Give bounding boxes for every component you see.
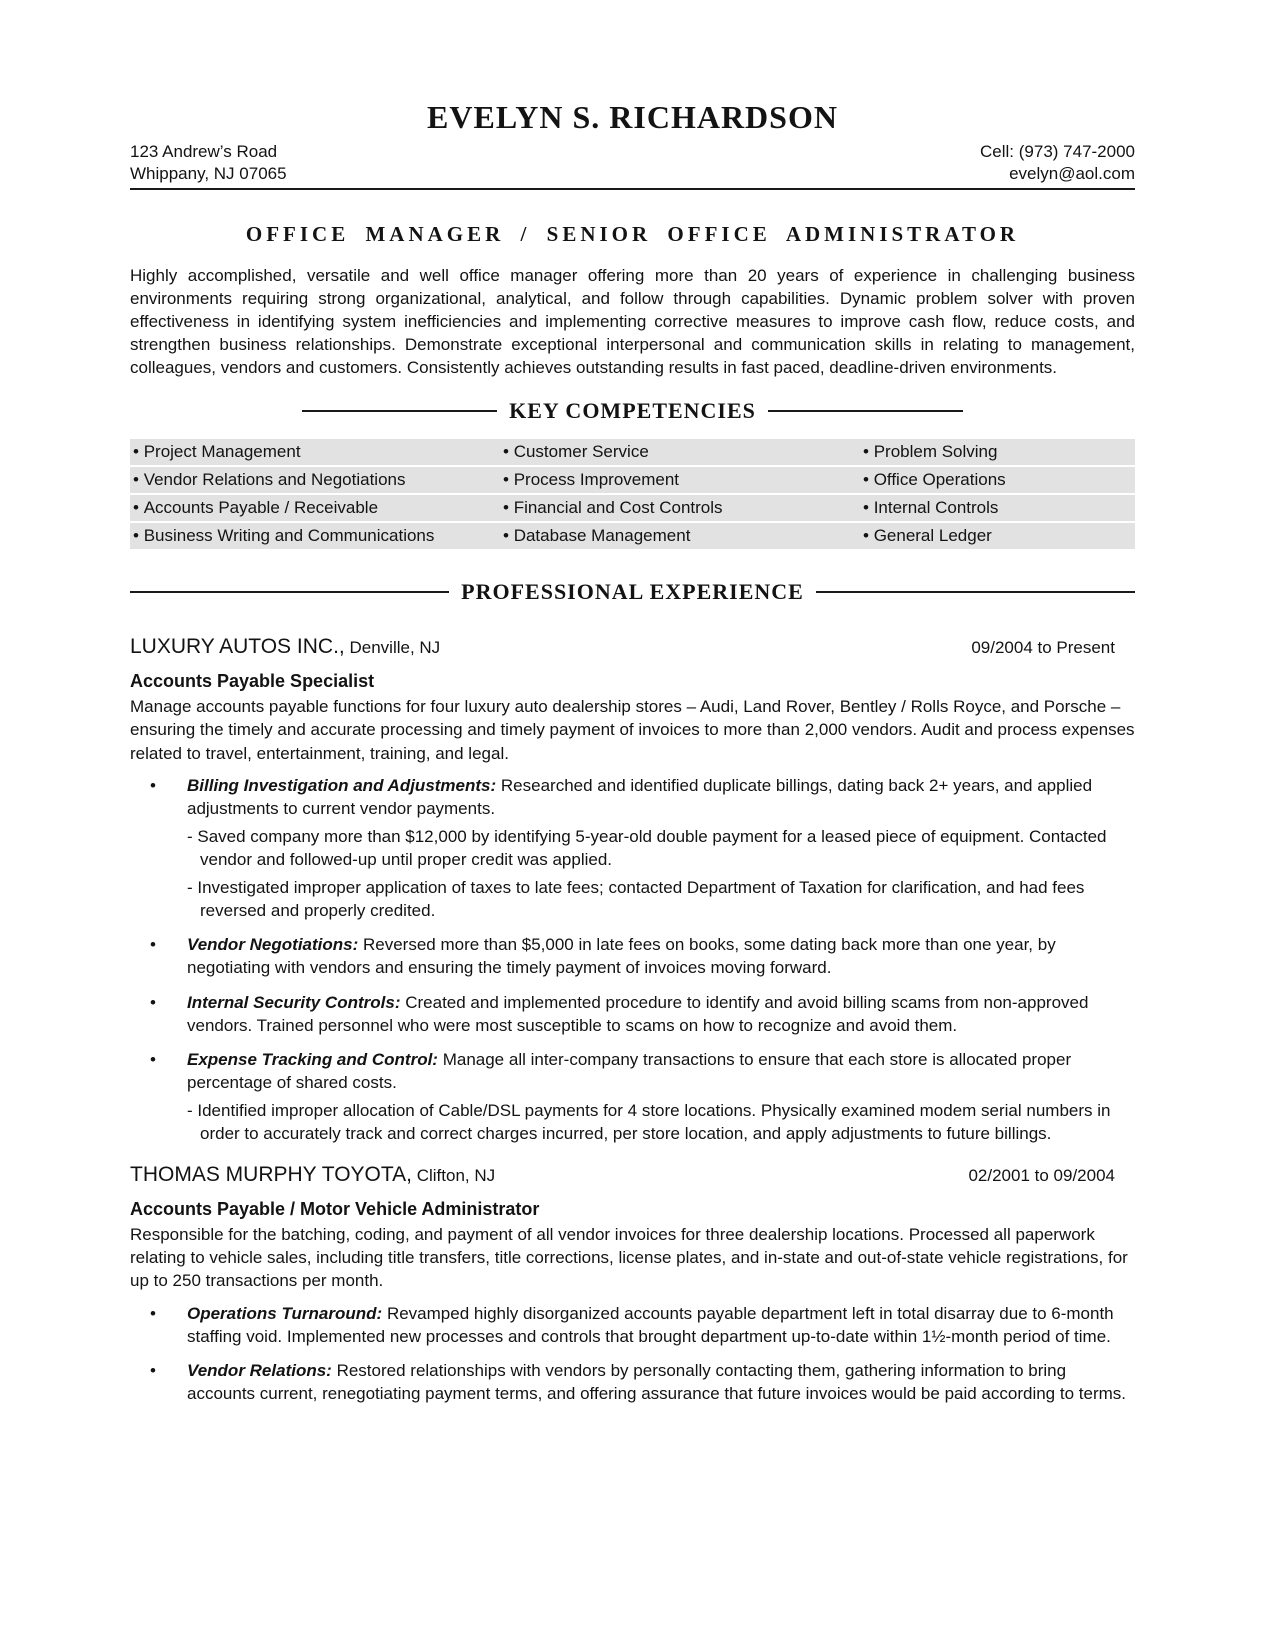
job-bullet: [187, 933, 1135, 979]
key-competencies-heading: KEY COMPETENCIES: [130, 396, 1135, 426]
job-entry-thomas-murphy-toyota: [130, 1161, 1135, 1405]
bullet-lead: Expense Tracking and Control:: [187, 1049, 438, 1069]
employment-dates: 02/2001 to 09/2004: [968, 1166, 1115, 1186]
bullet-lead: Vendor Relations:: [187, 1360, 332, 1380]
heading-rule-right: [816, 591, 1135, 593]
competency-item: • Database Management: [503, 524, 863, 547]
company-location: Denville, NJ: [349, 638, 441, 658]
competency-item: • Customer Service: [503, 440, 863, 463]
bullet-text: Created and implemented procedure to identify and avoid billing scams from non-approved vendors. Trained personnel who were most susceptible to scams on how to recognize and avoid them.: [187, 992, 1089, 1035]
company-name: THOMAS MURPHY TOYOTA,: [130, 1163, 412, 1187]
bullet-text: Restored relationships with vendors by personally contacting them, gathering information to bring accounts current, renegotiating payment terms, and offering assurance that future invoices would be paid according to terms.: [187, 1360, 1126, 1403]
job-header: [130, 1161, 1135, 1190]
header-divider: [130, 188, 1135, 190]
competency-item: • Internal Controls: [863, 496, 1135, 519]
address-line-1: 123 Andrew’s Road: [130, 142, 278, 162]
competency-row: [130, 467, 1135, 493]
bullet-lead: Billing Investigation and Adjustments:: [187, 775, 497, 795]
key-competencies-table: [130, 439, 1135, 549]
resume-title: OFFICE MANAGER / SENIOR OFFICE ADMINISTRATOR: [245, 222, 1020, 246]
bullet-sub-item: - Identified improper allocation of Cable/DSL payments for 4 store locations. Physically examined modem serial numbers in order to accurately track and correct charges incurred, per store location, and apply adjustments to future billings.: [187, 1101, 1111, 1144]
heading-rule-left: [302, 410, 497, 412]
competency-row: [130, 495, 1135, 521]
job-bullet-list: [130, 774, 1135, 1146]
bullet-text: Revamped highly disorganized accounts payable department left in total disarray due to 6-month staffing void. Implemented new processes and controls that brought department up-to-date within 1½-month period of time.: [187, 1303, 1114, 1346]
person-name: EVELYN S. RICHARDSON: [427, 99, 838, 135]
job-bullet: [187, 1359, 1135, 1405]
professional-experience-heading: PROFESSIONAL EXPERIENCE: [130, 577, 1135, 607]
heading-rule-left: [130, 591, 449, 593]
heading-rule-right: [768, 410, 963, 412]
bullet-text: Reversed more than $5,000 in late fees on books, some dating back more than one year, by negotiating with vendors and ensuring the timely payment of invoices moving forward.: [187, 935, 1056, 978]
job-bullet-list: [130, 1302, 1135, 1405]
competency-item: • Business Writing and Communications: [133, 524, 503, 547]
bullet-lead: Operations Turnaround:: [187, 1303, 383, 1323]
company-line: [130, 1161, 495, 1190]
cell-phone: Cell: (973) 747-2000: [980, 142, 1135, 162]
bullet-text: Researched and identified duplicate billings, dating back 2+ years, and applied adjustments to current vendor payments.: [187, 775, 1093, 818]
email-address: evelyn@aol.com: [1009, 163, 1135, 183]
competency-item: • Accounts Payable / Receivable: [133, 496, 503, 519]
company-name: LUXURY AUTOS INC.,: [130, 635, 345, 659]
contact-block: [980, 141, 1135, 184]
employment-dates: 09/2004 to Present: [971, 638, 1115, 658]
summary-paragraph: Highly accomplished, versatile and well office manager offering more than 20 years of experience in challenging business environments requiring strong organizational, analytical, and follow through capabilities. Dynamic problem solver with proven effectiveness in identifying system inefficiencies and implementing corrective measures to improve cash flow, reduce costs, and strengthen business relationships. Demonstrate exceptional interpersonal and communication skills in relating to management, colleagues, vendors and customers. Consistently achieves outstanding results in fast paced, deadline-driven environments.: [130, 265, 1135, 377]
resume-header: [130, 100, 1135, 190]
job-entry-luxury-autos: [130, 633, 1135, 1145]
competency-item: • Problem Solving: [863, 440, 1135, 463]
competency-item: • Office Operations: [863, 468, 1135, 491]
competency-item: • Project Management: [133, 440, 503, 463]
company-location: Clifton, NJ: [416, 1166, 496, 1186]
job-header: [130, 633, 1135, 662]
bullet-sub-item: - Saved company more than $12,000 by identifying 5-year-old double payment for a leased piece of equipment. Contacted vendor and followed-up until proper credit was applied.: [187, 826, 1107, 870]
job-bullet: [187, 1302, 1135, 1348]
job-description: Responsible for the batching, coding, and payment of all vendor invoices for three dealership locations. Processed all paperwork relating to vehicle sales, including title transfers, title corrections, license plates, and in-state and out-of-state vehicle registrations, for up to 250 transactions per month.: [130, 1225, 1128, 1291]
job-title: Accounts Payable Specialist: [130, 670, 375, 691]
competency-item: • General Ledger: [863, 524, 1135, 547]
company-line: [130, 633, 440, 662]
job-description: Manage accounts payable functions for four luxury auto dealership stores – Audi, Land Rover, Bentley / Rolls Royce, and Porsche – ensuring the timely and accurate processing and timely payment of invoices to more than 2,000 vendors. Audit and process expenses related to travel, entertainment, training, and legal.: [130, 697, 1135, 763]
competency-item: • Process Improvement: [503, 468, 863, 491]
job-bullet: [187, 774, 1135, 923]
competency-item: • Vendor Relations and Negotiations: [133, 468, 503, 491]
contact-row: [130, 141, 1135, 184]
competency-item: • Financial and Cost Controls: [503, 496, 863, 519]
address-line-2: Whippany, NJ 07065: [130, 163, 287, 183]
competency-row: [130, 523, 1135, 549]
bullet-lead: Vendor Negotiations:: [187, 935, 359, 955]
competency-row: [130, 439, 1135, 465]
bullet-sub-item: - Investigated improper application of taxes to late fees; contacted Department of Taxation for clarification, and had fees reversed and properly credited.: [187, 878, 1085, 921]
bullet-text: Manage all inter-company transactions to ensure that each store is allocated proper percentage of shared costs.: [187, 1049, 1072, 1092]
job-title: Accounts Payable / Motor Vehicle Administrator: [130, 1198, 540, 1219]
bullet-lead: Internal Security Controls:: [187, 992, 401, 1012]
job-bullet: [187, 1048, 1135, 1145]
address-block: [130, 141, 287, 184]
job-bullet: [187, 991, 1135, 1037]
